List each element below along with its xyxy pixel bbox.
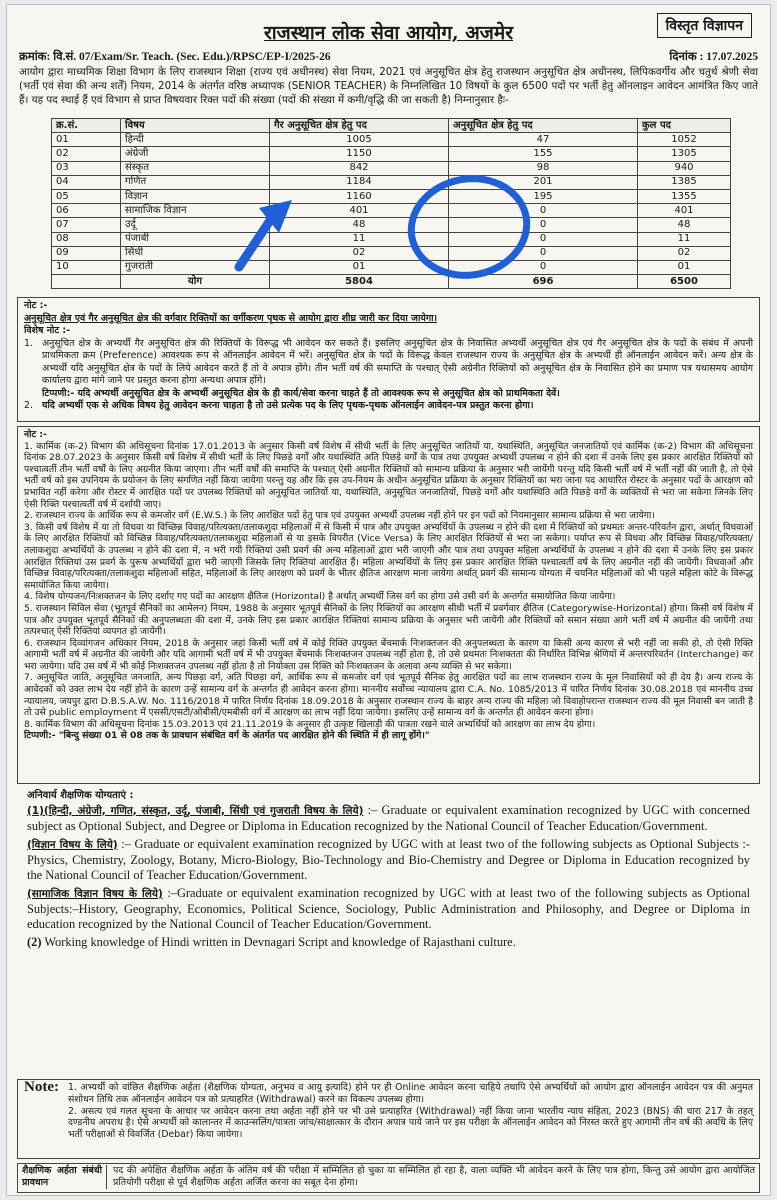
table-cell: 03 <box>52 161 121 175</box>
list-item: 5. राजस्थान सिविल सेवा (भूतपूर्व सैनिकों का आमेलन) नियम, 1988 के अनुसार भूतपूर्व सैनिकों के लिए रिक्तियों का आरक्षण सीधी भर्ती में प्रवर्गवार क्षैतिज (Categorywise-Horizontal) होगा। किसी वर्ष विशेष में पात्र और उपयुक्त भूतपूर्व सैनिकों की अनुपलब्धता की दशा में, उनके लिए इस प्रकार आरक्षित रिक्तियां सामान्य प्रक्रिया के अनुसार भरी जायेंगी और रिक्तियों को समान संख्या आगे भर्ती वर्ष में अग्रनीत की जायेंगी तथा तत्पश्चात् ऐसी रिक्तियां व्यपगत हो जायेंगी। <box>24 602 753 638</box>
table-cell: पंजाबी <box>121 232 270 246</box>
list-item: 1. कार्मिक (क-2) विभाग की अधिसूचना दिनांक 17.01.2013 के अनुसार किसी वर्ष विशेष में सीधी भर्ती के लिए अनुसूचित जातियों या, यथास्थिति, अनुसूचित जनजातियों एवं कार्मिक (क-2) विभाग की अधिसूचना दिनांक 28.07.2023 के अनुसार किसी वर्ष विशेष में सीधी भर्ती के लिए पिछड़े वर्गों और यथास्थिति अति पिछड़े वर्गों के पात्र तथा उपयुक्त अभ्यर्थी उपलब्ध न होने की दशा में उनके लिए इस प्रकार आरक्षित रिक्तियों को पश्चात्वर्ती तीन भर्ती वर्षों के लिए अग्रनीत किया जाएगा। तीन भर्ती वर्षों की समाप्ति के पश्चात् ऐसी अग्रनीत रिक्तियों को सामान्य प्रक्रिया के अनुसार भरी जायेंगी परन्तु यदि किसी भर्ती वर्ष में भर्ती नहीं की जाती है, तो ऐसे भर्ती वर्ष को इस उपनियम के प्रयोजन के लिए संगणित नहीं किया जायेगा परन्तु यह और कि इस उप-नियम के अधीन अनुसूचित प्रक्रिया के अनुसार रिक्तियों का भरा जाना पद आधारित रोस्टर के अनुसार पदों के आरक्षण को प्रभावित नहीं करेगा और रोस्टर में आरक्षित पदों पर उपलब्ध रिक्तियों को अनुसूचित जातियों या, यथास्थिति, अनुसूचित जनजातियों, पिछड़े वर्गों और यथास्थिति अति पिछड़े वर्गों के व्यक्तियों से भरा जा सकेगा जिनके लिए ऐसी रिक्ति पश्चात्वर्ती वर्ष में दर्शायी जाए। <box>24 440 753 510</box>
table-row <box>52 218 731 232</box>
table-cell: 5804 <box>270 275 449 289</box>
intro-paragraph: आयोग द्वारा माध्यमिक शिक्षा विभाग के लिए राजस्थान शिक्षा (राज्य एवं अधीनस्थ) सेवा नियम, 2021 एवं अनुसूचित क्षेत्र हेतु राजस्थान अनुसूचित क्षेत्र अधीनस्थ, लिपिकवर्गीय और चतुर्थ श्रेणी सेवा (भर्ती एवं सेवा की अन्य शर्तें) नियम, 2014 के अंतर्गत वरिष्ठ अध्यापक (SENIOR TEACHER) के निम्नलिखित 10 विषयों के कुल 6500 पदों पर भर्ती हेतु ऑनलाइन आवेदन आमंत्रित किए जाते हैं। यह पद स्थाई हैं एवं विभाग से प्राप्त विषयवार रिक्त पदों की संख्या (पदों की संख्या में कमी/वृद्धि की जा सकती है) निम्नानुसार हैः- <box>19 66 758 106</box>
table-cell: अंग्रेजी <box>121 147 270 161</box>
table-row <box>52 147 731 161</box>
footer-label: शैक्षणिक अर्हता संबंधी प्रावधान <box>22 1165 107 1189</box>
table-cell: 1305 <box>638 147 731 161</box>
note-box-1 <box>17 297 760 422</box>
table-cell: 1355 <box>638 189 731 203</box>
table-cell: 401 <box>638 204 731 218</box>
table-cell: 02 <box>638 246 731 260</box>
list-item: 1. अनुसूचित क्षेत्र के अभ्यर्थी गैर अनुसूचित क्षेत्र की रिक्तियों के विरूद्ध भी आवेदन कर सकते हैं। इसलिए अनुसूचित क्षेत्र के निवासित अभ्यर्थी अनुसूचित क्षेत्र एवं गैर अनुसूचित क्षेत्र के पदों के संबंध में अपनी प्राथमिकता क्रम (Preference) आवश्यक रूप से ऑनलाईन आवेदन में भरें। अनुसूचित क्षेत्र के पदों के विरूद्ध केवल राजस्थान राज्य के अनुसूचित क्षेत्र के अभ्यर्थी ही ऑनलाईन आवेदन करें। अन्य क्षेत्र के अभ्यर्थी यदि अनुसूचित क्षेत्र के पदों के लिये आवेदन करते हैं तो वे अपात्र होंगे। तीन भर्ती वर्ष की समाप्ति के पश्चात् ऐसी अग्रेनीत रिक्तियों को अनुसूचित क्षेत्र के निवासित होने का प्रमाण पत्र यथासमय आयोग कार्यालय द्वारा मांगे जाने पर प्रस्तुत करना होगा अन्यथा अपात्र होंगे। <box>24 337 753 386</box>
table-row <box>52 204 731 218</box>
table-cell: 48 <box>270 218 449 232</box>
note3-grid <box>24 1079 753 1141</box>
note-box-3 <box>17 1079 760 1159</box>
table-row <box>52 175 731 189</box>
table-row <box>52 260 731 274</box>
reference-number: क्रमांक: वि.सं. 07/Exam/Sr. Teach. (Sec. Edu.)/RPSC/EP-I/2025-26 <box>19 51 331 63</box>
table-cell: 1005 <box>270 133 449 147</box>
advertisement-page <box>6 4 771 1196</box>
qualifications-section <box>17 788 760 1075</box>
table-cell: 0 <box>449 204 638 218</box>
qualification-social-science: (सामाजिक विज्ञान विषय के लिये) :–Graduate or equivalent examination recognized by UGC with at least two of the following subjects as Optional Subjects:–History, Geography, Economics, Political Science, Sociology, Public Administration and Philosophy, and Degree or Diploma in education recognized by the National Council of Teacher Education/Government. <box>27 885 751 931</box>
list-item: 2. असत्य एवं गलत सूचना के आधार पर आवेदन करना तथा अर्हता नहीं होने पर भी उसे प्रत्याहरित (Withdrawal) नहीं किया जाना भारतीय न्याय संहिता, 2023 (BNS) की धारा 217 के तहत् दण्डनीय अपराध है। ऐसे अभ्यर्थी को कालान्तर में काउन्सलिंग/पात्रता जांच/साक्षात्कार के दौरान अपात्र पाये जाने पर इस परीक्षा के ऑनलाईन आवेदन को निरस्त करते हुए आगामी तीन वर्ष की अवधि के लिए भर्ती परीक्षाओं से विवर्जित (Debar) किया जायेगा। <box>68 1105 753 1141</box>
table-cell: 04 <box>52 175 121 189</box>
note1-title: नोट :- <box>24 300 48 311</box>
col-subject: विषय <box>121 119 270 133</box>
table-cell: 10 <box>52 260 121 274</box>
table-cell: 11 <box>638 232 731 246</box>
table-cell <box>52 275 121 289</box>
table-cell: 02 <box>52 147 121 161</box>
reference-line <box>19 49 758 64</box>
footer-text: पद की अपेक्षित शैक्षणिक अर्हता के अंतिम वर्ष की परीक्षा में सम्मिलित हो चुका या सम्मिलित हो रहा है, वाला व्यक्ति भी आवेदन करने के लिए पात्र होगा, किन्तु उसे आयोग द्वारा आयोजित प्रतियोगी परीक्षा से पूर्व शैक्षणिक अर्हता अर्जित करना का सबूत देना होगा। <box>113 1165 755 1188</box>
table-cell: सामाजिक विज्ञान <box>121 204 270 218</box>
list-item: 6. राजस्थान दिव्यांगजन अधिकार नियम, 2018 के अनुसार जहां किसी भर्ती वर्ष में कोई रिक्ति उपयुक्त बेंचमार्क निःशक्तजन की अनुपलब्धता के कारण या किसी अन्य कारण से भरी नहीं जा सकी हो, तो ऐसी रिक्ति आगामी भर्ती वर्ष में अग्रनीत की जायेगी और यदि आगामी भर्ती वर्ष में भी उपयुक्त बेंचमार्क निःशक्तजन उपलब्ध नहीं होता है, तो उसे प्रथमतः निःशक्तता की निर्धारित विभिन्न श्रेणियों में अन्तरपरिवर्तन (Interchange) कर भरा जायेगा। यदि उस वर्ष में भी कोई निःशक्तजन उपलब्ध नहीं होता है तो नियोक्ता उस रिक्ति को निःशक्तजन के अलावा अन्य व्यक्ति से भर सकेगा। <box>24 637 753 672</box>
table-cell: 02 <box>270 246 449 260</box>
qualification-1: (1)(हिन्दी, अंग्रेजी, गणित, संस्कृत, उर्दू, पंजाबी, सिंधी एवं गुजराती विषय के लिये) :– Graduate or equivalent examination recognized by UGC with concerned subject as Optional Subject, and Degree or Diploma in Education recognized by the National Council of Teacher Education/Government. <box>27 802 750 833</box>
table-cell: 1184 <box>270 175 449 189</box>
col-scheduled: अनुसूचित क्षेत्र हेतु पद <box>449 119 638 133</box>
list-item: 8. कार्मिक विभाग की अधिसूचना दिनांक 15.03.2013 एवं 21.11.2019 के अनुसार ही उत्कृष्ट खिलाड़ी की पात्रता रखने वाले अभ्यर्थियों को आरक्षण का लाभ देय होगा। <box>24 718 596 730</box>
note-box-2 <box>17 426 760 784</box>
table-cell: 48 <box>638 218 731 232</box>
table-cell: 401 <box>270 204 449 218</box>
table-cell: 0 <box>449 246 638 260</box>
footer-row <box>22 1165 755 1189</box>
special-note-title: विशेष नोट :- <box>24 325 70 336</box>
list-item: 2. राजस्थान राज्य के आर्थिक रूप से कमजोर वर्ग (E.W.S.) के लिए आरक्षित पदों हेतु पात्र एवं उपयुक्त अभ्यर्थी उपलब्ध नहीं होने पर इन पदों को नियमानुसार सामान्य प्रक्रिया से भरा जायेगा। <box>24 510 655 522</box>
table-cell: 01 <box>270 260 449 274</box>
table-row <box>52 275 731 289</box>
table-cell: 47 <box>449 133 638 147</box>
footer-box <box>17 1163 760 1193</box>
commission-title: राजस्थान लोक सेवा आयोग, अजमेर <box>263 22 513 44</box>
table-cell: योग <box>121 275 270 289</box>
table-cell: 195 <box>449 189 638 203</box>
table-cell: 07 <box>52 218 121 232</box>
table-cell: 0 <box>449 232 638 246</box>
table-cell: 0 <box>449 218 638 232</box>
note3-items <box>68 1082 753 1141</box>
note1-remark: टिप्पणी:- यदि अभ्यर्थी अनुसूचित क्षेत्र के अभ्यर्थी अनुसूचित क्षेत्र के ही कार्य/सेवा करना चाहते हैं तो आवश्यक रूप से अनुसूचित क्षेत्र को प्राथमिकता देवें। <box>42 387 560 399</box>
table-row <box>52 246 731 260</box>
table-cell: गणित <box>121 175 270 189</box>
table-cell: 201 <box>449 175 638 189</box>
table-cell: 696 <box>449 275 638 289</box>
table-cell: 98 <box>449 161 638 175</box>
qualifications-title: अनिवार्य शैक्षणिक योग्यताएं : <box>27 790 134 801</box>
table-cell: 155 <box>449 147 638 161</box>
col-total: कुल पद <box>638 119 731 133</box>
table-cell: 1385 <box>638 175 731 189</box>
posts-table <box>51 118 731 289</box>
table-cell: 11 <box>270 232 449 246</box>
note2-title: नोट :- <box>24 429 47 440</box>
detailed-ad-label: विस्तृत विज्ञापन <box>657 13 752 38</box>
table-row <box>52 232 731 246</box>
table-cell: 1150 <box>270 147 449 161</box>
table-header-row <box>52 119 731 133</box>
qualification-science: (विज्ञान विषय के लिये) :– Graduate or equivalent examination recognized by UGC with at least two of the following subjects as Optional Subjects :- Physics, Chemistry, Zoology, Botany, Micro-Biology, Bio-Technology and Bio-Chemistry and Degree or Diploma in Education recognized by the National Council of Teacher Education/Government. <box>27 836 750 882</box>
table-cell: 01 <box>638 260 731 274</box>
table-cell: 6500 <box>638 275 731 289</box>
list-item: 4. विशेष योग्यजन/निःशक्तजन के लिए दर्शाए गए पदों का आरक्षण क्षैतिज (Horizontal) है अर्थात् अभ्यर्थी जिस वर्ग का होगा उसे उसी वर्ग के अन्तर्गत समायोजित किया जायेगा। <box>24 591 616 603</box>
qualification-2: (2) Working knowledge of Hindi written in Devnagari Script and knowledge of Rajasthani culture. <box>27 934 516 949</box>
table-row <box>52 133 731 147</box>
table-cell: 1160 <box>270 189 449 203</box>
list-item: 1. अभ्यर्थी को वांछित शैक्षणिक अर्हता (शैक्षणिक योग्यता, अनुभव व आयु इत्यादि) होने पर ही Online आवेदन करना चाहिये तथापि ऐसे अभ्यर्थियों को आयोग द्वारा ऑनलाईन आवेदन पत्र की अनुमत संशोधन तिथि तक ऑनलाईन आवेदन पत्र को प्रत्याहरित (Withdrawal) करने का विकल्प उपलब्ध होगा। <box>68 1082 753 1105</box>
table-cell: गुजराती <box>121 260 270 274</box>
table-cell: 08 <box>52 232 121 246</box>
note2-remark: टिप्पणी:- "बिन्दु संख्या 01 से 08 तक के प्रावधान संबंधित वर्ग के अंतर्गत पद आरक्षित होने की स्थिति में ही लागू होंगे।" <box>24 730 430 742</box>
table-cell: 0 <box>449 260 638 274</box>
table-row <box>52 161 731 175</box>
table-row <box>52 189 731 203</box>
table-cell: 09 <box>52 246 121 260</box>
list-item: 3. किसी वर्ष विशेष में या तो विधवा या विच्छिन्न विवाह/परित्यक्ता/तलाकशुदा महिलाओं में से किसी में पात्र और उपयुक्त अभ्यर्थियों के उपलब्ध न होने की दशा में रिक्तियों को प्रथमतः अन्तर-परिवर्तन द्वारा, अर्थात् विधवाओं के लिए आरक्षित रिक्तियों को विच्छिन्न विवाह/परित्यक्ता/तलाकशुदा महिलाओं से या इसके विपरीत (Vice Versa) के लिए आरक्षित रिक्तियों से भरा जा सकेगा। पर्याप्त रूप से विधवा और विच्छिन्न विवाह/परित्यक्ता/तलाकशुदा अभ्यर्थियों के उपलब्ध न होने की दशा में, न भरी गयी रिक्तियां उसी प्रवर्ग की अन्य महिलाओं द्वारा भरी जाएगी और पात्र तथा उपयुक्त महिला अभ्यर्थियों के उपलब्ध न होने की दशा में उनके लिए इस प्रकार आरक्षित रिक्तियां उस प्रवर्ग के पुरूष अभ्यर्थियों द्वारा भरी जाएगी जिसके लिए रिक्तियां आरक्षित हैं। महिला अभ्यर्थियों के लिए इस प्रकार आरक्षित रिक्ति पश्चात्वर्ती वर्ष के लिए अग्रनीत नहीं की जायेगी। विधवाओं और विच्छिन्न विवाह/परित्यक्ता/तलाकशुदा महिलाओं सहित, महिलाओं के लिए आरक्षण को प्रवर्ग के भीतर क्षैतिज आरक्षण माना जायेगा अर्थात् प्रवर्ग की सामान्य योग्यता में चयनित महिलाओं को भी पहले महिला कोटे के विरूद्ध समायोजित किया जायेगा। <box>24 521 753 591</box>
table-cell: 1052 <box>638 133 731 147</box>
col-non-scheduled: गैर अनुसूचित क्षेत्र हेतु पद <box>270 119 449 133</box>
table-cell: 01 <box>52 133 121 147</box>
table-cell: 06 <box>52 204 121 218</box>
list-item: 2. यदि अभ्यर्थी एक से अधिक विषय हेतु आवेदन करना चाहता है तो उसे प्रत्येक पद के लिए पृथक-पृथक ऑनलाईन आवेदन-पत्र प्रस्तुत करना होगा। <box>24 400 534 411</box>
table-cell: विज्ञान <box>121 189 270 203</box>
note1-line: अनुसूचित क्षेत्र एवं गैर अनुसूचित क्षेत्र की वर्गवार रिक्तियों का वर्गीकरण पृथक से आयोग द्वारा शीघ्र जारी कर दिया जायेगा। <box>24 312 438 324</box>
table-cell: हिन्दी <box>121 133 270 147</box>
ad-date: दिनांक : 17.07.2025 <box>669 51 758 63</box>
table-cell: संस्कृत <box>121 161 270 175</box>
note3-label: Note: <box>24 1079 59 1095</box>
col-sno: क्र.सं. <box>52 119 121 133</box>
table-cell: उर्दू <box>121 218 270 232</box>
table-cell: 05 <box>52 189 121 203</box>
table-cell: 940 <box>638 161 731 175</box>
list-item: 7. अनुसूचित जाति, अनुसूचित जनजाति, अन्य पिछड़ा वर्ग, अति पिछड़ा वर्ग, आर्थिक रूप से कमजोर वर्ग एवं भूतपूर्व सैनिक हेतु आरक्षित पदों का लाभ राजस्थान राज्य के मूल निवासियों को ही देय है। अन्य राज्य के आवेदकों को उक्त लाभ देय नहीं होने के कारण उन्हें सामान्य वर्ग के अन्तर्गत ही आवेदन करना होगा। माननीय सर्वोच्च न्यायालय द्वारा C.A. No. 1085/2013 में पारित निर्णय दिनांक 30.08.2018 एवं माननीय उच्च न्यायालय, जयपुर द्वारा D.B.S.A.W. No. 1116/2018 में पारित निर्णय दिनांक 18.09.2018 के अनुसार राजस्थान राज्य के बाहर अन्य राज्य की महिला जो विवाहोपरान्त राजस्थान राज्य की मूल निवासी बन जाती है तो उसे public employment में एससी/एसटी/ओबीसी/एमबीसी वर्ग में आरक्षण का लाभ नहीं दिया जायेगा। इसलिए उन्हें सामान्य वर्ग के अन्तर्गत ही आवेदन करना होगा। <box>24 672 753 719</box>
table-cell: सिंधी <box>121 246 270 260</box>
table-cell: 842 <box>270 161 449 175</box>
